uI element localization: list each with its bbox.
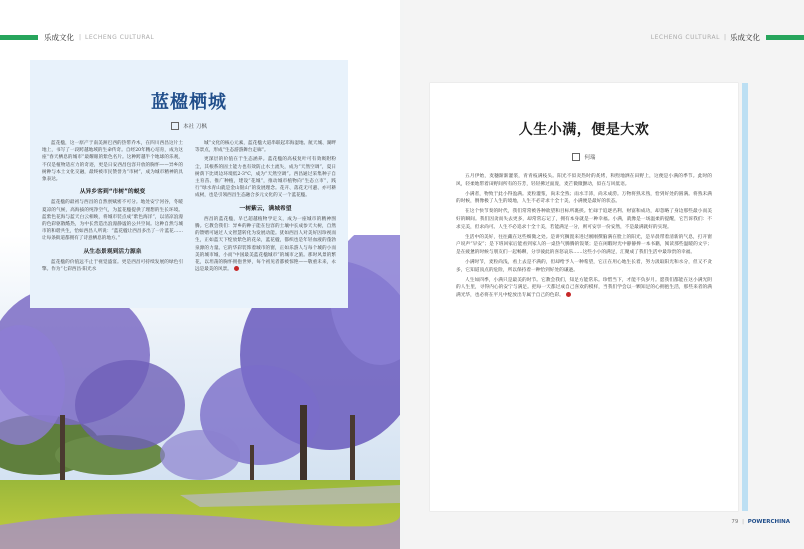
right-page [404, 0, 804, 549]
paragraph: 小满时节，麦粒尚浅，看上去是不满的，但却给予人一种希望，它正在用心地生长着，努力汲取阳光和水分，但又不贪多，它知道顶点的危险，所以保持着一种恰到好处的谦逊。 [456, 259, 712, 273]
paragraph-text: 西昌的蓝花楹，早已超越植物学定义，成为一座城市的精神图腾。它教会我们：异乡的种子能在包容的土壤中长成参天大树，自然的馈赠可通过人文智慧转化为发展动能。犹如西昌人对美好因珍视而生，正如蓝天下绽放紫色的花朵，蓝花楹，都织也是年轻血液的蓬勃泉源的力量。它的华彩装饰着城市的窗，正如乐游人与每个城的小而美的城市城，小而“中国最美蓝花楹城市”的城市之旅。那时风景的繁花，以坦荡的胸怀拥抱世界，每个初见者都被惊艳——敬重未来，永远是最美的风景。 [195, 216, 336, 273]
paragraph: 蓝花楹的价值远不止于视觉盛宴。更是西昌可持续发展的绿色引擎。作为“七彩西昌·阳光水 [42, 259, 183, 273]
paragraph-text: 人生如四季，小满只是最美的时节。它教会我们，知足方能常乐。珍惜当下，才能不负岁月。愿我们都能在这小满光阴的人生里，寻得内心的安宁与满足。把每一天都过成自己喜欢的模样，当我们学会以一颗知足的心拥抱生活，那些来者的满满光华，也必将在平凡中绽放出专属于自己的色彩。 [456, 277, 712, 299]
author-box-icon [171, 122, 179, 130]
section-subtitle: LECHENG CULTURAL [85, 33, 155, 41]
header-accent-bar [0, 35, 38, 40]
article-card-right [430, 83, 738, 511]
paragraph: 五月伊始，麦穗渐渐灌浆，青青枝满枝头。阳光不似炎热时的炙烤，和煦地洒在田野上，这便是小满的季节。此时的风，轻柔地带着田野间所有的芬芳，轻轻拂过面庞，麦芒微微颤动，似在与风低语。 [456, 174, 712, 187]
section-title: 乐成文化 [730, 32, 760, 42]
page-footer [731, 519, 790, 525]
left-column-1 [42, 140, 183, 275]
header-separator: | [723, 33, 726, 41]
paragraph: 城”文化的核心元素，蓝花楹大道串联起邛海湿地、航天城、湖畔等景点，形成“生态游游舞台走廊”。 [195, 141, 336, 154]
paragraph [195, 216, 336, 274]
right-article-title: 人生小满，便是大欢 [518, 122, 650, 138]
page-number: 79 [731, 519, 739, 525]
right-author: 何瑞 [584, 155, 596, 161]
article-box-left [30, 60, 348, 308]
section-subtitle: LECHENG CULTURAL [650, 33, 720, 41]
right-header [404, 29, 804, 45]
left-article-columns [42, 140, 336, 275]
footer-separator: | [742, 519, 744, 525]
subhead: 一树紫云，满城希望 [239, 205, 292, 212]
paragraph: 蓝花楹的最初与西昌的自然禀赋密不可分。地处安宁河谷，冬暖夏凉的气候，高海拔的纯净空气，为蓝花楹提供了理想的生长环境。蓝紫色花海与蓝天白云相映，将城市装点成“紫色海洋”，以清凉浪漫的色彩驱散酷热，为中长营造出浪漫静谧的公共空间。这种自然与城市的和谐共生，恰如西昌人所说：“蓝花楹让西昌多出了一片蓝花……让每条街道都拥有了诗意栖息的地方。” [42, 200, 183, 242]
end-mark-icon [566, 292, 571, 297]
decorative-stripe [742, 83, 748, 511]
paragraph: 生活中的美好，往往藏在这些细微之处。是讲究搁置来进过刚刚撰脑满在脸上的阳光，是早晨带着清新的气息，打开窗户说声“早安”；是下班回家后能看到家人的一桌热气腾腾的饭菜；是在闲暇时光中静静捧一本书籍，阅读那些温暖的文字；是在疲惫的时候与朋友们一起畅聊，分享彼此的喜怒哀乐……这些小小的满足，汇聚成了我们生活中最珍贵的幸福。 [456, 234, 712, 256]
end-mark-icon [234, 266, 239, 271]
section-title: 乐成文化 [44, 32, 74, 42]
left-header [0, 29, 400, 45]
subhead: 从生态景观到活力源泉 [83, 248, 142, 255]
header-accent-bar [766, 35, 804, 40]
paragraph: 在这个快节奏的时代，我们常常被各种欲望和目标所裹挟。忙碌于追逐名利、财富和成功，却忽略了身边那些最小而美好的瞬间。我们因贪而失去更多，却常常忘记了，拥有本身就是一种幸福。小满，就像是一场温柔的提醒，它告诉我们：不求完美，但求尚可。人生不必追求十全十美，若能满足一分，则可安享一份安然，不是最满就好的实现。 [456, 209, 712, 230]
right-byline [456, 153, 712, 161]
header-separator: | [79, 33, 82, 41]
paragraph [456, 277, 712, 300]
left-page [0, 0, 400, 549]
paragraph: 蓝花楹，这一原产于南美洲巴西的热带乔木，在四川西昌这片土地上，书写了一段跨越地域的生命传奇。自经20年精心培育，成为这座“春天栖息的城市”最耀眼的紫色名片。这种跨越半个地球的乐观，不仅是植物适应力的奇迹，更是日安西昌包容开放的胸怀——异乡的树种与本土文化交融，最终被市民赞誉为“市树”，成为城市精神的具象表达。 [42, 141, 183, 183]
brand-name: POWERCHINA [747, 519, 790, 525]
left-author: 本社 刀枫 [183, 124, 207, 130]
paragraph: 小满者，物致于此小得盈满。麦粒灌浆，尚未全熟；雨水丰沛，尚未成涝。万物将熟未熟，恰到好处的圆满。将熟未满的时候，倒像极了人生的境地，人生不必苛求十全十美，小满便是最好的状态。 [456, 191, 712, 205]
author-box-icon [572, 153, 580, 161]
subhead: 从异乡客到“市树”的蜕变 [79, 189, 146, 196]
left-article-title: 蓝楹栖城 [151, 92, 227, 113]
left-column-2 [195, 140, 336, 275]
left-byline [42, 122, 336, 130]
paragraph: 更深层的价值在于生态涵养。蓝花楹的高枝复叶可有效吸附粉尘，其根系的固土能力也有效防止水土流失，成为“天然空调”，夏日树荫下比周边环境低2-3°C，成为“天然空调”。西昌通过采集种子自主育苗、推广种植，建设“花城”，推动城市植物向“生态立市”，践行“绿水青山就是金山银山”的发展理念。花开、落花无可避、亦可耕成树，也是引领西昌生态融合多元文化的又一个蓝花楹。 [195, 157, 336, 199]
